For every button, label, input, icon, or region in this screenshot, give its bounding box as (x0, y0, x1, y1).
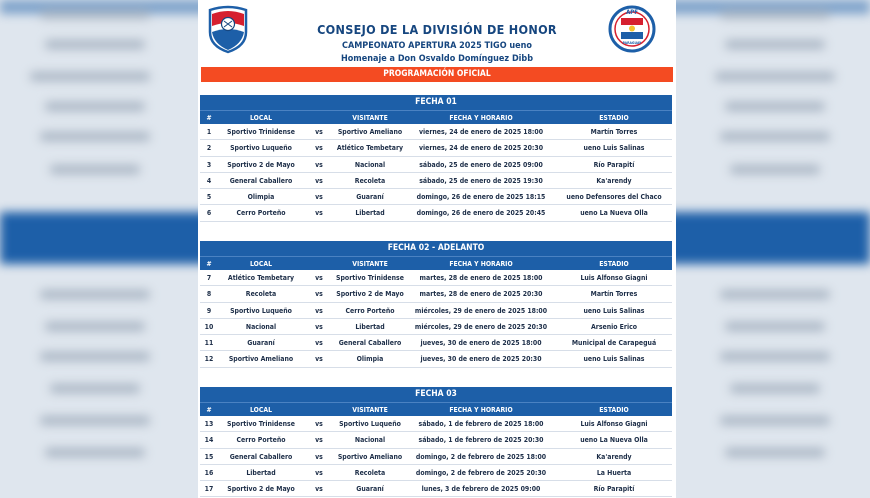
away-team: Libertad (355, 209, 385, 218)
stadium-name: ueno Luis Salinas (583, 306, 645, 315)
bg-row (720, 352, 830, 361)
table-row (200, 303, 672, 319)
away-team: Sportivo Luqueño (339, 420, 401, 428)
table-row (200, 124, 672, 140)
section-title: FECHA 01 (200, 95, 672, 110)
bg-row (30, 72, 150, 81)
match-number: 15 (204, 452, 214, 461)
versus-label: vs (315, 144, 323, 153)
match-datetime: sábado, 25 de enero de 2025 19:30 (419, 176, 543, 185)
bg-row (730, 165, 820, 174)
stadium-name: La Huerta (596, 468, 632, 477)
home-team: Sportivo Luqueño (230, 144, 292, 153)
versus-label: vs (315, 193, 323, 202)
match-datetime: domingo, 26 de enero de 2025 18:15 (416, 193, 546, 202)
bg-row (45, 322, 145, 331)
official-schedule-banner: PROGRAMACIÓN OFICIAL (201, 67, 673, 82)
match-number: 7 (206, 274, 212, 282)
match-number: 2 (206, 144, 212, 153)
versus-label: vs (315, 436, 323, 445)
table-row (200, 465, 672, 481)
match-number: 11 (204, 339, 214, 348)
fixture-section (200, 241, 672, 368)
match-number: 13 (204, 420, 214, 428)
match-number: 12 (204, 355, 214, 364)
match-datetime: martes, 28 de enero de 2025 20:30 (419, 290, 543, 299)
home-team: Sportivo Ameliano (228, 355, 294, 364)
bg-row (720, 416, 830, 425)
column-header-visitante: VISITANTE (352, 406, 388, 414)
match-datetime: domingo, 2 de febrero de 2025 20:30 (415, 468, 547, 477)
column-header-row (200, 402, 672, 416)
match-number: 16 (204, 468, 214, 477)
schedule-document (198, 0, 676, 498)
bg-row (45, 448, 145, 457)
fixture-section (200, 95, 672, 222)
versus-label: vs (315, 339, 323, 348)
away-team: Recoleta (354, 176, 386, 185)
match-datetime: sábado, 1 de febrero de 2025 20:30 (418, 436, 544, 445)
column-header-spacer (304, 403, 334, 416)
apf-logo-subtext: PARAGUAY (622, 41, 642, 45)
away-team: Nacional (354, 436, 386, 445)
stadium-name: Río Parapití (593, 160, 635, 169)
column-header-visitante: VISITANTE (352, 260, 388, 268)
table-row (200, 157, 672, 173)
table-row (200, 481, 672, 497)
versus-label: vs (315, 306, 323, 315)
document-title: CONSEJO DE LA DIVISIÓN DE HONOR (317, 22, 557, 37)
away-team: Sportivo Ameliano (337, 128, 403, 136)
match-datetime: domingo, 2 de febrero de 2025 18:00 (415, 452, 547, 461)
table-row (200, 205, 672, 221)
away-team: Libertad (355, 322, 385, 331)
stadium-name: Luis Alfonso Giagni (580, 274, 648, 282)
match-datetime: sábado, 25 de enero de 2025 09:00 (419, 160, 543, 169)
column-header-row (200, 110, 672, 124)
table-row (200, 432, 672, 448)
stadium-name: ueno Luis Salinas (583, 144, 645, 153)
match-number: 14 (204, 436, 214, 445)
home-team: General Caballero (229, 452, 293, 461)
home-team: Sportivo 2 de Mayo (227, 160, 295, 169)
bg-row (725, 448, 825, 457)
bg-row (40, 132, 150, 141)
table-row (200, 140, 672, 156)
home-team: Sportivo 2 de Mayo (227, 485, 295, 494)
versus-label: vs (315, 468, 323, 477)
versus-label: vs (315, 274, 323, 282)
away-team: Guaraní (356, 193, 384, 202)
match-number: 17 (204, 485, 214, 494)
table-row (200, 416, 672, 432)
bg-row (45, 102, 145, 111)
bg-row (715, 72, 835, 81)
home-team: Recoleta (245, 290, 277, 299)
section-title: FECHA 02 - ADELANTO (200, 241, 672, 256)
away-team: Nacional (354, 160, 386, 169)
stadium-name: ueno Defensores del Chaco (566, 193, 662, 202)
home-team: Sportivo Trinidense (227, 128, 295, 136)
column-header-spacer (304, 257, 334, 270)
stadium-name: ueno Luis Salinas (583, 355, 645, 364)
away-team: Cerro Porteño (345, 306, 395, 315)
home-team: Nacional (245, 322, 277, 331)
column-header-estadio: ESTADIO (599, 260, 629, 268)
home-team: General Caballero (229, 176, 293, 185)
match-number: 5 (206, 193, 212, 202)
bg-row (40, 416, 150, 425)
home-team: Atlético Tembetary (227, 274, 295, 282)
away-team: Atlético Tembetary (336, 144, 404, 153)
home-team: Cerro Porteño (236, 209, 286, 218)
stadium-name: Martín Torres (590, 128, 638, 136)
bg-row (730, 384, 820, 393)
versus-label: vs (315, 176, 323, 185)
column-header-visitante: VISITANTE (352, 114, 388, 122)
bg-row (50, 165, 140, 174)
column-header-estadio: ESTADIO (599, 114, 629, 122)
bg-row (45, 40, 145, 49)
bg-row (50, 384, 140, 393)
table-row (200, 449, 672, 465)
away-team: Sportivo Trinidense (336, 274, 404, 282)
column-header-fecha: FECHA Y HORARIO (449, 114, 513, 122)
stadium-name: Ka'arendy (596, 176, 632, 185)
bg-row (720, 10, 830, 19)
versus-label: vs (315, 128, 323, 136)
away-team: Sportivo 2 de Mayo (336, 290, 404, 299)
table-row (200, 335, 672, 351)
away-team: Recoleta (354, 468, 386, 477)
table-row (200, 286, 672, 302)
versus-label: vs (315, 209, 323, 218)
column-header-local: LOCAL (250, 406, 272, 414)
stadium-name: Luis Alfonso Giagni (580, 420, 648, 428)
bg-row (720, 290, 830, 299)
match-datetime: lunes, 3 de febrero de 2025 09:00 (421, 485, 541, 494)
stadium-name: Martín Torres (590, 290, 638, 299)
versus-label: vs (315, 322, 323, 331)
home-team: Sportivo Luqueño (230, 306, 292, 315)
match-datetime: viernes, 24 de enero de 2025 18:00 (418, 128, 544, 136)
column-header-fecha: FECHA Y HORARIO (449, 260, 513, 268)
championship-subtitle: CAMPEONATO APERTURA 2025 TIGO ueno (342, 41, 532, 51)
home-team: Cerro Porteño (236, 436, 286, 445)
column-header-num: # (206, 260, 212, 268)
column-header-num: # (206, 114, 212, 122)
match-datetime: martes, 28 de enero de 2025 18:00 (419, 274, 543, 282)
away-team: Olimpia (356, 355, 384, 364)
document-header (198, 0, 676, 92)
section-title: FECHA 03 (200, 387, 672, 402)
column-header-row (200, 256, 672, 270)
away-team: General Caballero (338, 339, 402, 348)
bg-row (40, 290, 150, 299)
bg-row (725, 322, 825, 331)
home-team: Sportivo Trinidense (227, 420, 295, 428)
stadium-name: Ka'arendy (596, 452, 632, 461)
stadium-name: Municipal de Carapeguá (571, 339, 657, 348)
match-number: 1 (206, 128, 212, 136)
tribute-line: Homenaje a Don Osvaldo Domínguez Dibb (340, 54, 534, 64)
versus-label: vs (315, 290, 323, 299)
match-datetime: jueves, 30 de enero de 2025 20:30 (420, 355, 542, 364)
match-number: 8 (206, 290, 212, 299)
home-team: Olimpia (247, 193, 275, 202)
stadium-name: ueno La Nueva Olla (580, 209, 648, 218)
table-row (200, 173, 672, 189)
away-team: Sportivo Ameliano (337, 452, 403, 461)
match-number: 3 (206, 160, 212, 169)
stadium-name: ueno La Nueva Olla (580, 436, 648, 445)
versus-label: vs (315, 160, 323, 169)
home-team: Guaraní (247, 339, 275, 348)
away-team: Guaraní (356, 485, 384, 494)
bg-row (40, 352, 150, 361)
versus-label: vs (315, 420, 323, 428)
column-header-spacer (304, 111, 334, 124)
bg-row (725, 40, 825, 49)
match-datetime: domingo, 26 de enero de 2025 20:45 (416, 209, 546, 218)
apf-logo-text: APF (626, 9, 638, 16)
home-team: Libertad (246, 468, 276, 477)
bg-row (40, 10, 150, 19)
bg-row (720, 132, 830, 141)
column-header-local: LOCAL (250, 260, 272, 268)
stadium-name: Río Parapití (593, 485, 635, 494)
match-datetime: jueves, 30 de enero de 2025 18:00 (420, 339, 542, 348)
table-row (200, 351, 672, 367)
match-datetime: viernes, 24 de enero de 2025 20:30 (418, 144, 544, 153)
bg-row (725, 102, 825, 111)
versus-label: vs (315, 485, 323, 494)
match-number: 10 (204, 322, 214, 331)
match-number: 4 (206, 176, 212, 185)
fixture-section (200, 387, 672, 497)
column-header-local: LOCAL (250, 114, 272, 122)
versus-label: vs (315, 355, 323, 364)
column-header-fecha: FECHA Y HORARIO (449, 406, 513, 414)
table-row (200, 319, 672, 335)
match-datetime: miércoles, 29 de enero de 2025 20:30 (414, 322, 548, 331)
table-row (200, 270, 672, 286)
match-datetime: sábado, 1 de febrero de 2025 18:00 (418, 420, 544, 428)
match-number: 6 (206, 209, 212, 218)
stadium-name: Arsenio Erico (590, 322, 638, 331)
versus-label: vs (315, 452, 323, 461)
table-row (200, 189, 672, 205)
column-header-num: # (206, 406, 212, 414)
match-number: 9 (206, 306, 212, 315)
match-datetime: miércoles, 29 de enero de 2025 18:00 (414, 306, 548, 315)
column-header-estadio: ESTADIO (599, 406, 629, 414)
